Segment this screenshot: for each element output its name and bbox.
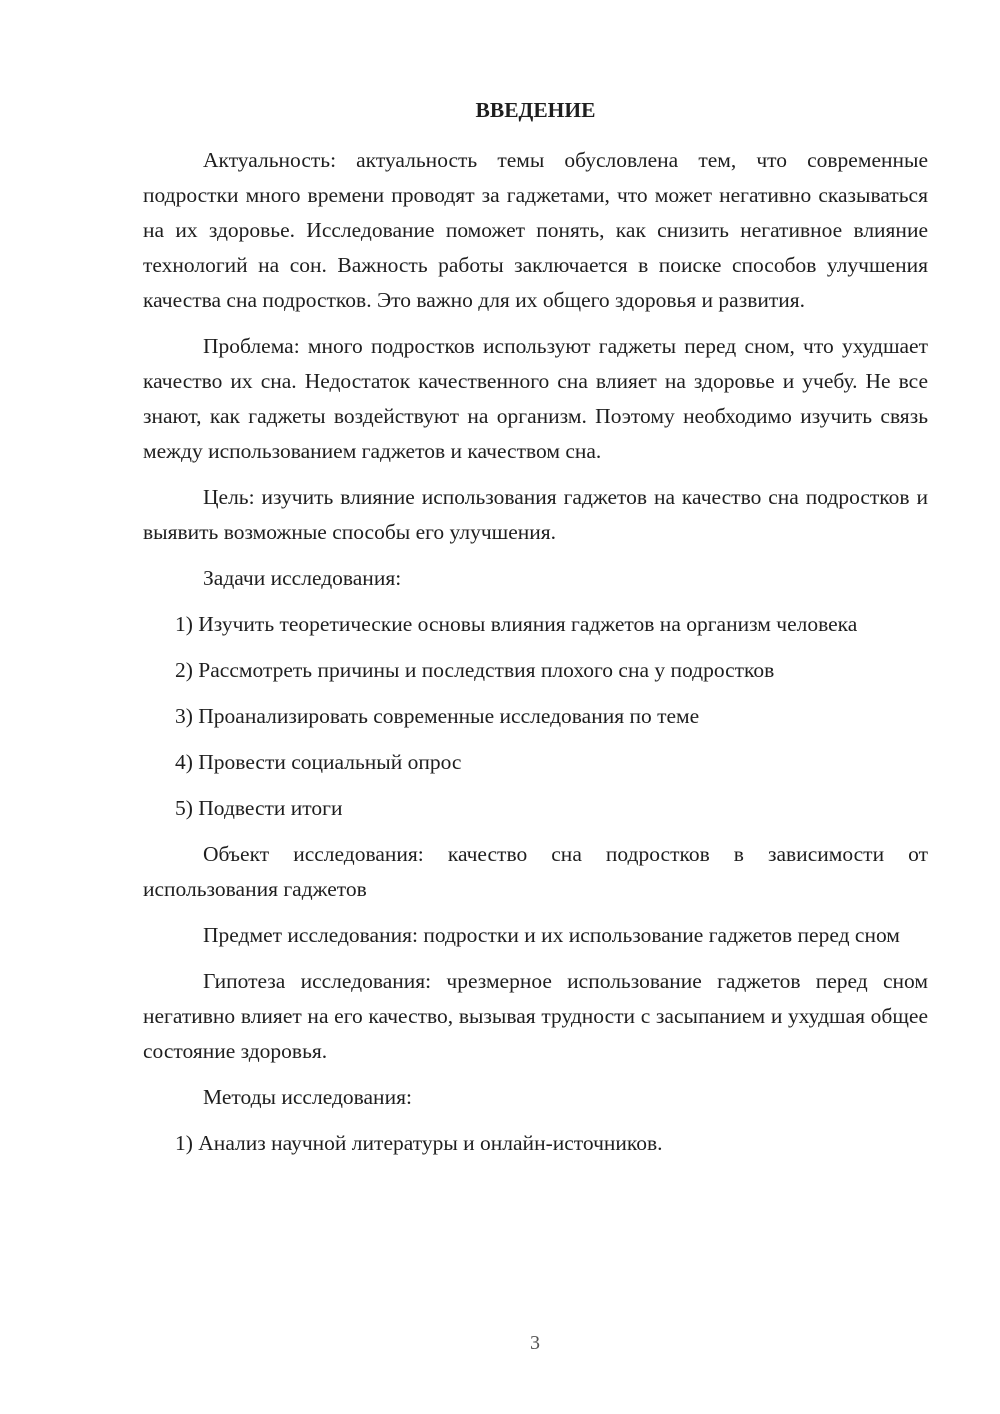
task-item-4: 4) Провести социальный опрос [175, 750, 462, 774]
method-item-1: 1) Анализ научной литературы и онлайн-источников. [175, 1131, 663, 1155]
page-number: 3 [530, 1332, 540, 1354]
task-item-2: 2) Рассмотреть причины и последствия плохого сна у подростков [175, 658, 775, 682]
document-page [143, 95, 928, 1172]
hypothesis-paragraph: Гипотеза исследования: чрезмерное использование гаджетов перед сном негативно влияет на его качество, вызывая трудности с засыпанием и ухудшая общее состояние здоровья. [143, 969, 928, 1063]
task-item-1: 1) Изучить теоретические основы влияния гаджетов на организм человека [175, 612, 858, 636]
task-item-5: 5) Подвести итоги [175, 796, 343, 820]
subject-paragraph: Предмет исследования: подростки и их использование гаджетов перед сном [203, 923, 900, 947]
section-title: ВВЕДЕНИЕ [475, 98, 596, 122]
relevance-paragraph: Актуальность: актуальность темы обусловлена тем, что современные подростки много времени проводят за гаджетами, что может негативно сказываться на их здоровье. Исследование поможет понять, как снизить негативное влияние технологий на сон. Важность работы заключается в поиске способов улучшения качества сна подростков. Это важно для их общего здоровья и развития. [143, 148, 928, 312]
tasks-heading: Задачи исследования: [203, 566, 402, 590]
object-paragraph: Объект исследования: качество сна подростков в зависимости от использования гаджетов [143, 842, 928, 901]
problem-paragraph: Проблема: много подростков используют гаджеты перед сном, что ухудшает качество их сна. Недостаток качественного сна влияет на здоровье и учебу. Не все знают, как гаджеты воздействуют на организм. Поэтому необходимо изучить связь между использованием гаджетов и качеством сна. [143, 334, 928, 463]
methods-heading: Методы исследования: [203, 1085, 412, 1109]
task-item-3: 3) Проанализировать современные исследования по теме [175, 704, 700, 728]
goal-paragraph: Цель: изучить влияние использования гаджетов на качество сна подростков и выявить возможные способы его улучшения. [143, 485, 928, 544]
